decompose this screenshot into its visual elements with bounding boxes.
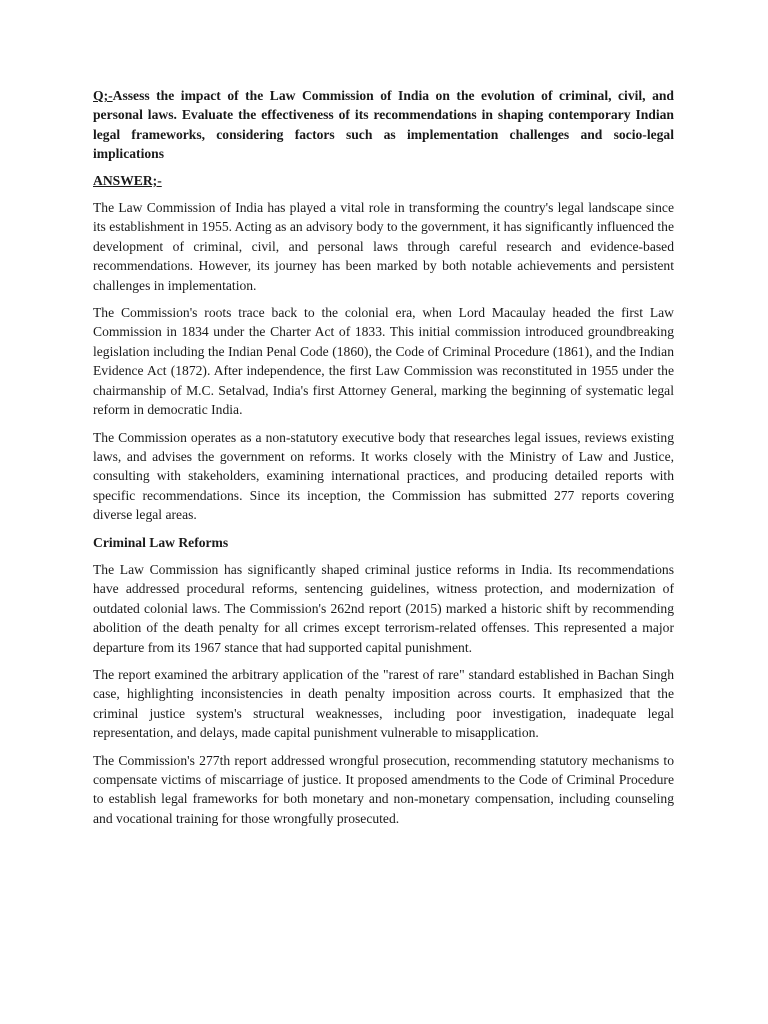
intro-paragraph: The Commission operates as a non-statutory executive body that researches legal issues, reviews existing laws, and advises the government on reforms. It works closely with the Ministry of Law and Justice, consulting with stakeholders, examining international practices, and producing detailed reports with specific recommendations. Since its inception, the Commission has submitted 277 reports covering diverse legal areas. [93,429,674,523]
intro-paragraph: The Law Commission of India has played a vital role in transforming the country's legal landscape since its establishment in 1955. Acting as an advisory body to the government, it has significantly influenced the development of criminal, civil, and personal laws through careful research and evidence-based recommendations. However, its journey has been marked by both notable achievements and persistent challenges in implementation. [93,200,674,293]
section-heading: Criminal Law Reforms [93,534,229,550]
answer-heading: ANSWER;- [93,172,162,188]
section-paragraph: The Commission's 277th report addressed wrongful prosecution, recommending statutory mechanisms to compensate victims of miscarriage of justice. It proposed amendments to the Code of Criminal Procedure to establish legal frameworks for both monetary and non-monetary compensation, including counseling and vocational training for those wrongfully prosecuted. [93,752,674,826]
question-text [93,86,674,164]
document-page [93,86,674,836]
section-paragraph: The report examined the arbitrary application of the "rarest of rare" standard established in Bachan Singh case, highlighting inconsistencies in death penalty imposition across courts. It emphasized that the criminal justice system's structural weaknesses, including poor investigation, inadequate legal representation, and delays, made capital punishment vulnerable to misapplication. [93,666,674,741]
question-prefix: Q;- [93,88,113,103]
intro-paragraph: The Commission's roots trace back to the colonial era, when Lord Macaulay headed the first Law Commission in 1834 under the Charter Act of 1833. This initial commission introduced groundbreaking legislation including the Indian Penal Code (1860), the Code of Criminal Procedure (1861), and the Indian Evidence Act (1872). After independence, the first Law Commission was reconstituted in 1955 under the chairmanship of M.C. Setalvad, India's first Attorney General, marking the beginning of systematic legal reform in democratic India. [93,305,674,418]
question-body: Assess the impact of the Law Commission of India on the evolution of criminal, civil, and personal laws. Evaluate the effectiveness of its recommendations in shaping contemporary Indian legal frameworks, considering factors such as implementation challenges and socio-legal implications [93,88,674,162]
section-paragraph: The Law Commission has significantly shaped criminal justice reforms in India. Its recommendations have addressed procedural reforms, sentencing guidelines, witness protection, and modernization of outdated colonial laws. The Commission's 262nd report (2015) marked a historic shift by recommending abolition of the death penalty for all crimes except terrorism-related offenses. This represented a major departure from its 1967 stance that had supported capital punishment. [93,561,674,655]
